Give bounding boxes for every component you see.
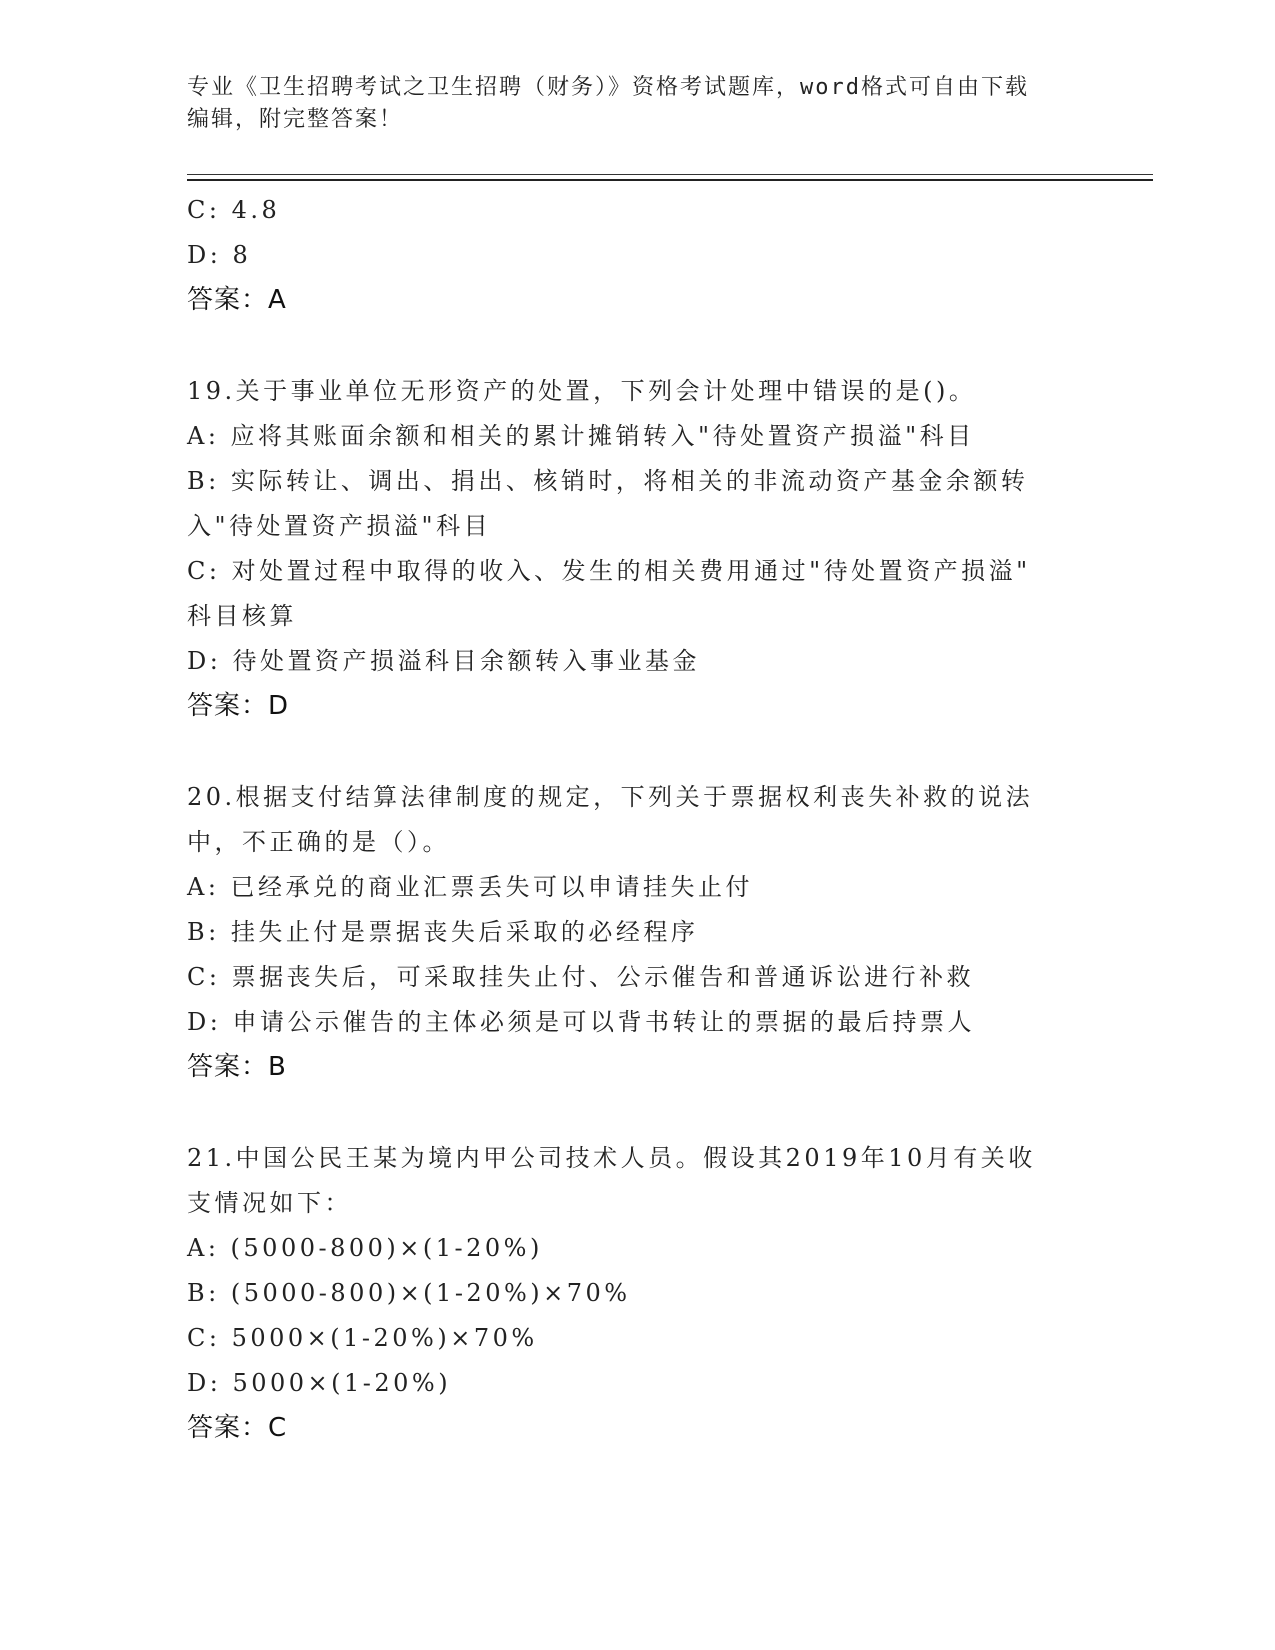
document-header: [187, 72, 1087, 136]
question-block-19: [187, 369, 1087, 729]
block-spacer: [187, 1090, 1087, 1136]
answer-line: 答案：A: [187, 285, 287, 315]
option-b: B: 挂失止付是票据丧失后采取的必经程序: [187, 918, 699, 946]
option-a: A: 应将其账面余额和相关的累计摊销转入"待处置资产损溢"科目: [187, 422, 975, 450]
header-title-line-2: 编辑，附完整答案！: [187, 107, 404, 132]
answer-line: 答案：D: [187, 691, 290, 721]
question-stem: 19.关于事业单位无形资产的处置，下列会计处理中错误的是()。: [187, 377, 977, 405]
option-c: C: 4.8: [187, 196, 281, 224]
question-stem: 20.根据支付结算法律制度的规定，下列关于票据权利丧失补救的说法: [187, 783, 1034, 811]
answer-line: 答案：C: [187, 1413, 288, 1443]
question-block-18-tail: [187, 188, 1087, 323]
option-c: C: 票据丧失后，可采取挂失止付、公示催告和普通诉讼进行补救: [187, 963, 975, 991]
option-b: B: 实际转让、调出、捐出、核销时，将相关的非流动资产基金余额转: [187, 467, 1029, 495]
question-stem-continued: 支情况如下：: [187, 1189, 352, 1217]
option-d: D: 5000×(1-20%): [187, 1369, 452, 1397]
question-stem: 21.中国公民王某为境内甲公司技术人员。假设其2019年10月有关收: [187, 1144, 1036, 1172]
option-c-continued: 科目核算: [187, 602, 297, 630]
option-a: A: 已经承兑的商业汇票丢失可以申请挂失止付: [187, 873, 754, 901]
option-d: D: 8: [187, 241, 252, 269]
header-divider-thick: [187, 179, 1153, 181]
question-block-20: [187, 775, 1087, 1090]
option-d: D: 待处置资产损溢科目余额转入事业基金: [187, 647, 700, 675]
option-b-continued: 入"待处置资产损溢"科目: [187, 512, 492, 540]
block-spacer: [187, 729, 1087, 775]
option-b: B: (5000-800)×(1-20%)×70%: [187, 1279, 631, 1307]
document-body: [187, 188, 1087, 1451]
answer-line: 答案：B: [187, 1052, 287, 1082]
option-a: A: (5000-800)×(1-20%): [187, 1234, 543, 1262]
question-block-21: [187, 1136, 1087, 1451]
block-spacer: [187, 323, 1087, 369]
header-title-line-1: 专业《卫生招聘考试之卫生招聘（财务）》资格考试题库，word格式可自由下载: [187, 75, 1029, 100]
header-divider-thin: [187, 174, 1153, 175]
option-c: C: 对处置过程中取得的收入、发生的相关费用通过"待处置资产损溢": [187, 557, 1031, 585]
question-stem-continued: 中，不正确的是（）。: [187, 828, 450, 856]
option-d: D: 申请公示催告的主体必须是可以背书转让的票据的最后持票人: [187, 1008, 975, 1036]
option-c: C: 5000×(1-20%)×70%: [187, 1324, 538, 1352]
